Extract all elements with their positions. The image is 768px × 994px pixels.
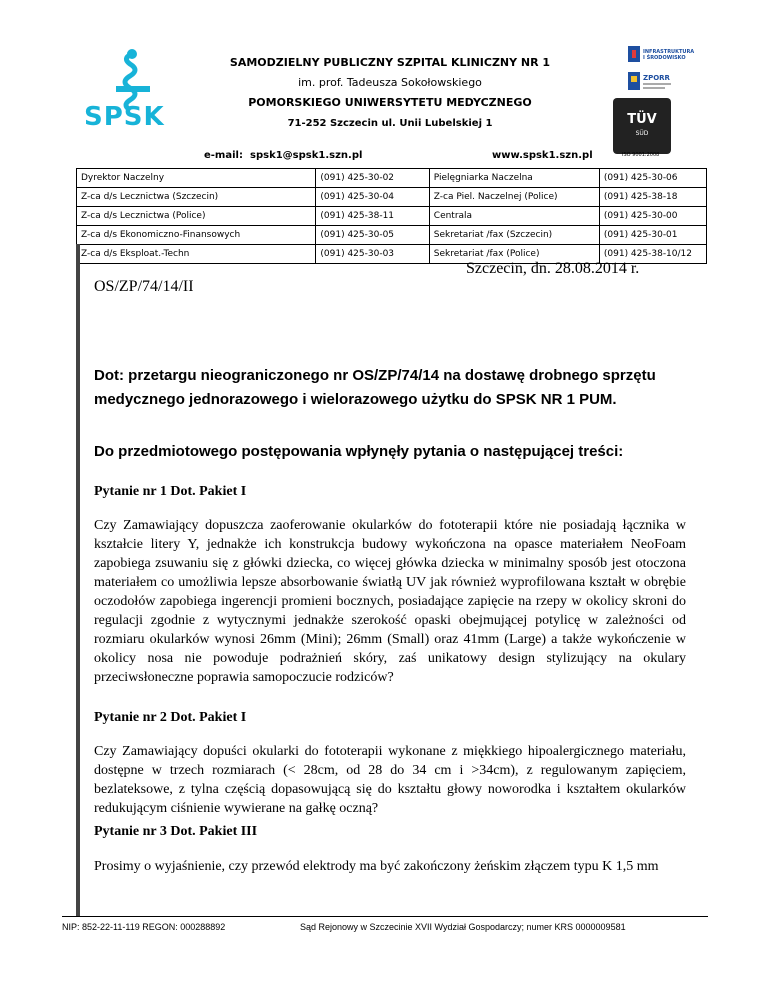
hospital-name: SAMODZIELNY PUBLICZNY SZPITAL KLINICZNY NR 1 [229,56,551,69]
question-1-title: Pytanie nr 1 Dot. Pakiet I [94,484,247,499]
footer-tax-ids: NIP: 852-22-11-119 REGON: 000288892 [62,922,226,932]
svg-text:I ŚRODOWISKO: I ŚRODOWISKO [643,55,686,61]
tuv-label: TÜV [627,112,657,127]
contact-cell: (091) 425-30-06 [599,169,706,188]
city-date: Szczecin, dn. 28.08.2014 r. [466,260,640,277]
zporr-logo [628,70,684,94]
contact-cell: Pielęgniarka Naczelna [429,169,599,188]
contact-cell: (091) 425-38-18 [599,188,706,207]
contact-cell: (091) 425-30-04 [316,188,429,207]
contact-cell: (091) 425-30-03 [316,245,429,264]
contact-cell: Dyrektor Naczelny [77,169,316,188]
contact-row [77,188,707,207]
contact-cell: (091) 425-30-02 [316,169,429,188]
email-link[interactable]: spsk1@spsk1.szn.pl [250,150,363,161]
question-3-title: Pytanie nr 3 Dot. Pakiet III [94,824,258,839]
contact-cell: Z-ca d/s Lecznictwa (Szczecin) [77,188,316,207]
question-3-text: Prosimy o wyjaśnienie, czy przewód elektrody ma być zakończony żeńskim złączem typu K 1,5 mm [94,859,659,874]
contacts-table [76,168,707,264]
footer-court-registry: Sąd Rejonowy w Szczecinie XVII Wydział Gospodarczy; numer KRS 0000009581 [300,922,626,932]
logo-text: SPSK [84,102,165,132]
tuv-sub-label: SÜD [635,130,649,137]
contact-cell: (091) 425-30-00 [599,207,706,226]
hospital-patron: im. prof. Tadeusza Sokołowskiego [298,76,482,89]
footer-divider [62,916,708,917]
question-2-title: Pytanie nr 2 Dot. Pakiet I [94,710,247,725]
letter-subject: Dot: przetargu nieograniczonego nr OS/ZP/74/14 na dostawę drobnego sprzętu medycznego jednorazowego i wielorazowego użytku do SPSK NR 1 PUM. [94,367,656,408]
contact-cell: Z-ca Piel. Naczelnej (Police) [429,188,599,207]
hospital-address: 71-252 Szczecin ul. Unii Lubelskiej 1 [287,118,493,129]
contact-row [77,207,707,226]
contact-row [77,169,707,188]
iso-label: ISO 9001:2008 [622,152,660,158]
website-link[interactable]: www.spsk1.szn.pl [492,150,593,161]
contact-cell: Z-ca d/s Lecznictwa (Police) [77,207,316,226]
reference-number: OS/ZP/74/14/II [94,278,194,295]
contact-cell: (091) 425-30-01 [599,226,706,245]
contact-cell: (091) 425-38-11 [316,207,429,226]
question-1-text: Czy Zamawiający dopuszcza zaoferowanie okularków do fototerapii które nie posiadają łącznika w kształcie litery Y, jednakże ich konstrukcja budowy wykończona na opasce materiałem NeoFoam zapobiega zsuwaniu się z główki dziecka, co więcej główka dziecka w minimalny sposób jest otoczona materiałem co umożliwia lepsze absorbowanie światłą UV jak również wyprofilowana kształt w obrębie oczodołów zapobiega ingerencji promieni bocznych, posiadające zapięcie na rzepy w okolicy skroni do regulacji zgodnie z wytycznymi jednakże szerokość opaski obejmującej potylicę w zależności od rozmiaru okularków wynosi 26mm (Mini); 26mm (Small) oraz 41mm (Large) a także wykończenie w okolicy nosa nie powoduje podrażnień skóry, zaś unikatowy design stylizujący na okulary przeciwsłoneczne poprawia samopoczucie rodziców? [94,518,686,685]
question-2-text: Czy Zamawiający dopuści okularki do fototerapii wykonane z miękkiego hipoalergicznego materiału, dostępne w trzech rozmiarach (< 28cm, od 28 do 34 cm i >34cm), z regulowanym zapięciem, bezlateksowe, z tylna częścią dopasowującą się do kształtu głowy noworodka i kształtem okularków redukującym ciśnienie wywierane na gałkę oczną? [94,744,686,816]
contact-cell: Centrala [429,207,599,226]
contact-cell: (091) 425-38-10/12 [599,245,706,264]
svg-text:INFRASTRUKTURA: INFRASTRUKTURA [643,49,695,55]
contact-cell: Z-ca d/s Eksploat.-Techn [77,245,316,264]
contact-cell: (091) 425-30-05 [316,226,429,245]
university-name: POMORSKIEGO UNIWERSYTETU MEDYCZNEGO [248,96,532,109]
contact-cell: Sekretariat /fax (Szczecin) [429,226,599,245]
left-margin-bar [76,244,80,916]
contact-cell: Sekretariat /fax (Police) [429,245,599,264]
email-label: e-mail: [204,150,243,161]
infrastructure-logo [628,44,695,64]
svg-text:ZPORR: ZPORR [643,74,670,82]
contact-cell: Z-ca d/s Ekonomiczno-Finansowych [77,226,316,245]
contact-row [77,226,707,245]
letter-intro: Do przedmiotowego postępowania wpłynęły pytania o następującej treści: [94,443,624,460]
